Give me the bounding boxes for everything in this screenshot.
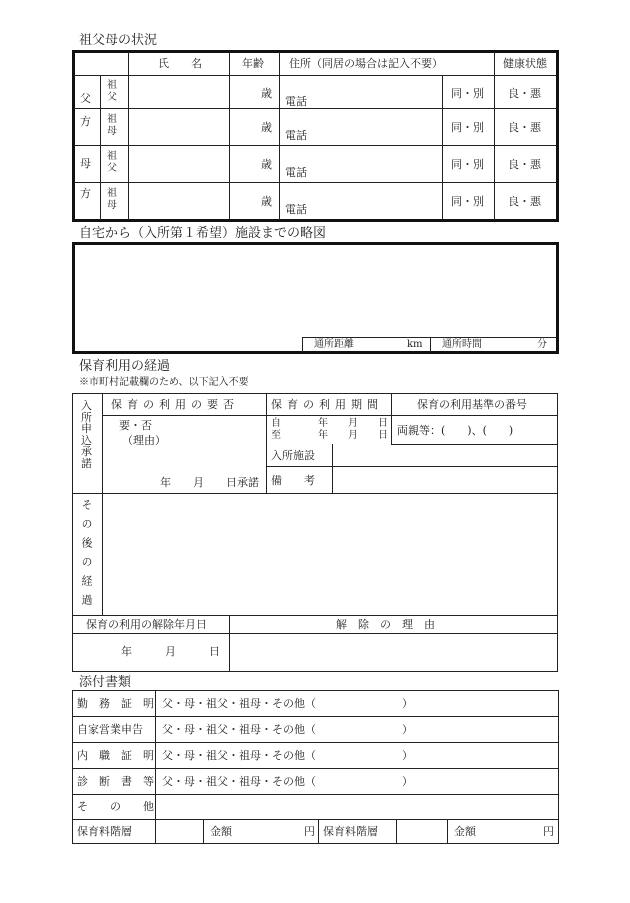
cancel-date-header: 保育の利用の解除年月日 [86, 618, 207, 631]
side-label: 父 [80, 92, 91, 105]
health-choice: 良・悪 [508, 121, 541, 134]
health-choice: 良・悪 [508, 158, 541, 171]
attachments-title: 添付書類 [79, 675, 132, 690]
age-unit: 歳 [261, 195, 272, 208]
attach-label: 内 職 証 明 [77, 749, 154, 762]
from-label: 自 [271, 418, 281, 429]
other-label: そ の 他 [77, 800, 154, 813]
history-title: 保育利用の経過 [79, 359, 171, 374]
header-age: 年齢 [242, 57, 264, 70]
cohab-choice: 同・別 [451, 87, 484, 100]
phone-label: 電話 [285, 95, 307, 108]
attach-label: 自家営業申告 [77, 723, 143, 736]
need-choice: 要・否 [119, 419, 152, 432]
remarks-label: 備 考 [271, 474, 315, 487]
header-health: 健康状態 [503, 57, 547, 70]
yen-label: 円 [543, 825, 554, 838]
to-label: 至 [271, 430, 281, 441]
period-header: 保育の利用期間 [271, 398, 383, 411]
parents-criteria: 両親等：( )、( ) [397, 424, 514, 437]
attach-label: 勤 務 証 明 [77, 697, 154, 710]
after-label: その後の経過 [80, 499, 93, 613]
distance-label: 通所距離 [314, 339, 354, 350]
cohab-choice: 同・別 [451, 121, 484, 134]
phone-label: 電話 [285, 129, 307, 142]
to-ymd: 年 月 日 [318, 430, 388, 441]
amount-label: 金額 [454, 825, 476, 838]
fee-label: 保育料階層 [323, 825, 378, 838]
side-label: 母 [80, 157, 91, 170]
health-choice: 良・悪 [508, 195, 541, 208]
attach-options: 父・母・祖父・祖母・その他（ [162, 749, 316, 762]
attachments-table [72, 690, 559, 844]
relation-label: 祖 父 [107, 151, 117, 174]
from-ymd: 年 月 日 [318, 418, 388, 429]
attach-close: ） [402, 775, 413, 788]
attach-options: 父・母・祖父・祖母・その他（ [162, 775, 316, 788]
age-unit: 歳 [261, 87, 272, 100]
header-address: 住所（同居の場合は記入不要） [289, 57, 443, 70]
need-header: 保育の利用の要否 [111, 398, 239, 411]
attach-close: ） [402, 723, 413, 736]
cohab-choice: 同・別 [451, 195, 484, 208]
relation-label: 祖 母 [107, 188, 117, 211]
attach-close: ） [402, 697, 413, 710]
cancel-reason-header: 解 除 の 理 由 [336, 618, 435, 631]
grandparents-title: 祖父母の状況 [79, 33, 158, 48]
attach-close: ） [402, 749, 413, 762]
time-unit: 分 [537, 339, 547, 350]
attach-options: 父・母・祖父・祖母・その他（ [162, 723, 316, 736]
cancel-date: 年 月 日 [121, 645, 220, 658]
side-label: 方 [80, 187, 91, 200]
yen-label: 円 [304, 825, 315, 838]
attach-options: 父・母・祖父・祖母・その他（ [162, 697, 316, 710]
phone-label: 電話 [285, 166, 307, 179]
history-note: ※市町村記載欄のため、以下記入不要 [79, 377, 249, 388]
age-unit: 歳 [261, 121, 272, 134]
criteria-header: 保育の利用基準の番号 [417, 398, 527, 411]
fee-label: 保育料階層 [77, 825, 132, 838]
admission-label: 入 所 申 込 承 諾 [81, 399, 92, 470]
relation-label: 祖 母 [107, 114, 117, 137]
cohab-choice: 同・別 [451, 158, 484, 171]
header-name: 氏 名 [158, 57, 202, 70]
health-choice: 良・悪 [508, 87, 541, 100]
amount-label: 金額 [210, 825, 232, 838]
attach-label: 診 断 書 等 [77, 775, 154, 788]
facility-label: 入所施設 [271, 449, 315, 462]
reason-label: （理由） [122, 434, 166, 447]
age-unit: 歳 [261, 158, 272, 171]
approval-date: 年 月 日承諾 [160, 476, 259, 489]
distance-unit: km [407, 339, 423, 350]
side-label: 方 [80, 115, 91, 128]
time-label: 通所時間 [442, 339, 482, 350]
phone-label: 電話 [285, 203, 307, 216]
relation-label: 祖 父 [107, 80, 117, 103]
map-title: 自宅から（入所第１希望）施設までの略図 [79, 226, 327, 241]
